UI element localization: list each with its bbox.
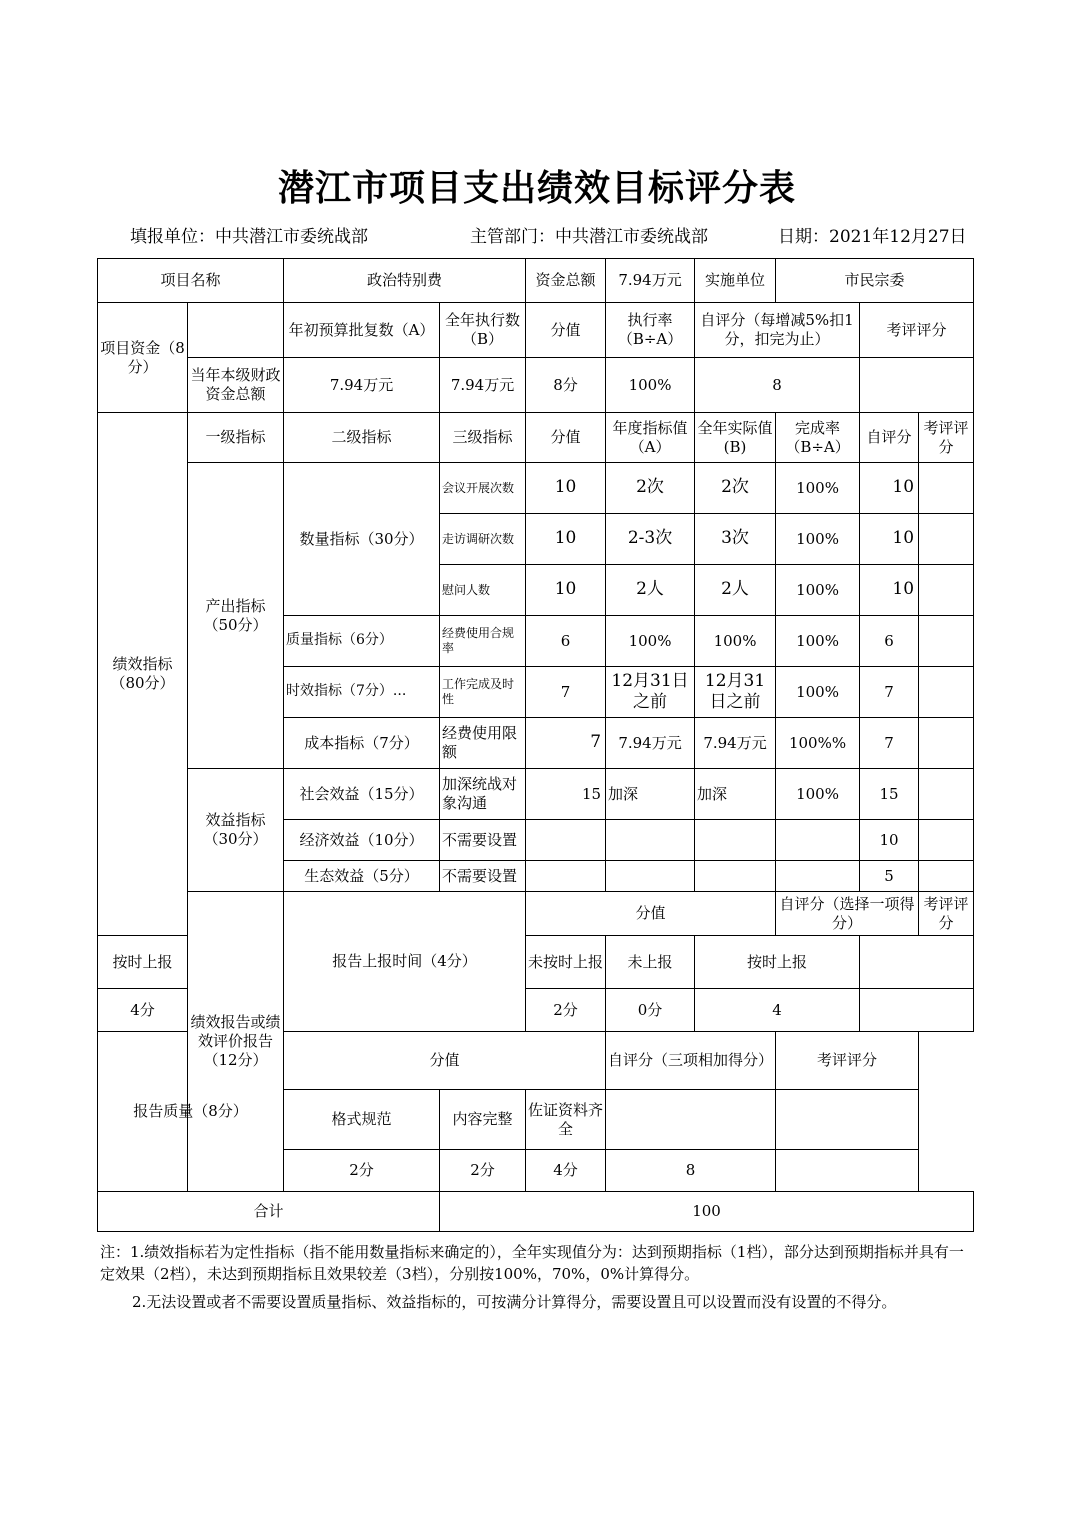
funds-blank-cell — [188, 303, 284, 358]
report-time-self-choice: 按时上报 — [695, 936, 860, 989]
indicator-target: 7.94万元 — [606, 718, 695, 769]
report-time-value: 2分 — [526, 989, 606, 1032]
indicator-review — [919, 667, 974, 718]
report-time-self-header: 自评分（选择一项得分） — [776, 892, 919, 936]
indicator-self: 10 — [860, 463, 919, 514]
indicator-review — [919, 718, 974, 769]
total-row — [98, 1192, 974, 1232]
indicator-name: 不需要设置 — [440, 820, 526, 861]
indicator-category: 经济效益（10分） — [284, 820, 440, 861]
indicator-score: 10 — [526, 463, 606, 514]
report-quality-self-blank — [606, 1090, 776, 1150]
perf-actual-header: 全年实际值(B) — [695, 413, 776, 463]
indicator-review — [919, 463, 974, 514]
funds-self-value: 8 — [695, 358, 860, 413]
indicator-name: 经费使用合规率 — [440, 616, 526, 667]
funds-score-value: 8分 — [526, 358, 606, 413]
funds-rate-header: 执行率（B÷A） — [606, 303, 695, 358]
funds-budget-value: 7.94万元 — [284, 358, 440, 413]
report-quality-value: 2分 — [440, 1150, 526, 1192]
indicator-review — [919, 861, 974, 892]
perf-l1-header: 一级指标 — [188, 413, 284, 463]
footnotes — [100, 1241, 972, 1319]
form-header — [100, 222, 972, 250]
indicator-target: 12月31日之前 — [606, 667, 695, 718]
indicator-target — [606, 861, 695, 892]
table-row — [98, 463, 974, 514]
fund-total-label: 资金总额 — [526, 259, 606, 303]
project-name-label: 项目名称 — [98, 259, 284, 303]
funds-rate-value: 100% — [606, 358, 695, 413]
indicator-review — [919, 565, 974, 616]
indicator-target: 2-3次 — [606, 514, 695, 565]
indicator-rate: 100% — [776, 667, 860, 718]
indicator-self: 6 — [860, 616, 919, 667]
report-time-review-cell — [860, 989, 974, 1032]
report-section-label: 绩效报告或绩效评价报告（12分） — [188, 892, 284, 1192]
indicator-category: 社会效益（15分） — [284, 769, 440, 820]
report-time-option: 未按时上报 — [526, 936, 606, 989]
quantity-indicator-label: 数量指标（30分） — [284, 463, 440, 616]
note-1: 注：1.绩效指标若为定性指标（指不能用数量指标来确定的），全年实现值分为：达到预期指标（1档），部分达到预期指标并具有一定效果（2档），未达到预期指标且效果较差（3档），分别按100%，70%，0%计算得分。 — [100, 1243, 964, 1283]
indicator-rate: 100% — [776, 463, 860, 514]
indicator-category: 时效指标（7分）... — [284, 667, 440, 718]
indicator-target — [606, 820, 695, 861]
report-time-review-value — [860, 936, 974, 989]
indicator-self: 5 — [860, 861, 919, 892]
indicator-self: 10 — [860, 565, 919, 616]
indicator-actual: 加深 — [695, 769, 776, 820]
funds-self-header: 自评分（每增减5%扣1分，扣完为止） — [695, 303, 860, 358]
report-quality-self-header: 自评分（三项相加得分） — [606, 1032, 776, 1090]
indicator-actual: 2次 — [695, 463, 776, 514]
indicator-actual — [695, 820, 776, 861]
total-label: 合计 — [98, 1192, 440, 1232]
indicator-score: 15 — [526, 769, 606, 820]
indicator-target: 2人 — [606, 565, 695, 616]
indicator-score — [526, 861, 606, 892]
indicator-rate — [776, 861, 860, 892]
report-quality-review-blank — [776, 1090, 919, 1150]
indicator-score: 7 — [526, 667, 606, 718]
indicator-score: 6 — [526, 616, 606, 667]
indicator-name: 加深统战对象沟通 — [440, 769, 526, 820]
funds-review-header: 考评评分 — [860, 303, 974, 358]
indicator-category: 生态效益（5分） — [284, 861, 440, 892]
perf-section-label: 绩效指标（80分） — [98, 413, 188, 936]
indicator-self: 10 — [860, 820, 919, 861]
indicator-score — [526, 820, 606, 861]
indicator-rate — [776, 820, 860, 861]
indicator-name: 不需要设置 — [440, 861, 526, 892]
report-time-option: 未上报 — [606, 936, 695, 989]
perf-l2-header: 二级指标 — [284, 413, 440, 463]
indicator-actual: 7.94万元 — [695, 718, 776, 769]
funds-row-label: 当年本级财政资金总额 — [188, 358, 284, 413]
table-row — [98, 769, 974, 820]
report-time-review-header: 考评评分 — [919, 892, 974, 936]
perf-score-header: 分值 — [526, 413, 606, 463]
indicator-score: 10 — [526, 565, 606, 616]
indicator-self: 7 — [860, 667, 919, 718]
score-table — [97, 258, 974, 1232]
indicator-actual: 3次 — [695, 514, 776, 565]
impl-unit-value: 市民宗委 — [776, 259, 974, 303]
indicator-review — [919, 616, 974, 667]
indicator-category: 质量指标（6分） — [284, 616, 440, 667]
report-quality-value: 2分 — [284, 1150, 440, 1192]
indicator-rate: 100% — [776, 769, 860, 820]
reporting-unit: 填报单位：中共潜江市委统战部 — [130, 227, 368, 247]
total-value: 100 — [440, 1192, 974, 1232]
report-quality-self-value: 8 — [606, 1150, 776, 1192]
report-date: 日期：2021年12月27日 — [778, 227, 967, 247]
indicator-name: 走访调研次数 — [440, 514, 526, 565]
note-2: 2.无法设置或者不需要设置质量指标、效益指标的，可按满分计算得分，需要设置且可以设置而没有设置的不得分。 — [132, 1293, 897, 1311]
indicator-rate: 100%% — [776, 718, 860, 769]
indicator-score: 7 — [526, 718, 606, 769]
impl-unit-label: 实施单位 — [695, 259, 776, 303]
indicator-name: 慰问人数 — [440, 565, 526, 616]
report-quality-option: 格式规范 — [284, 1090, 440, 1150]
indicator-name: 工作完成及时性 — [440, 667, 526, 718]
report-quality-option: 内容完整 — [440, 1090, 526, 1150]
report-time-value: 4分 — [98, 989, 188, 1032]
benefit-indicator-label: 效益指标（30分） — [188, 769, 284, 892]
perf-review-header: 考评评分 — [919, 413, 974, 463]
project-row — [98, 259, 974, 303]
perf-header-row — [98, 413, 974, 463]
perf-rate-header: 完成率（B÷A） — [776, 413, 860, 463]
fund-total-value: 7.94万元 — [606, 259, 695, 303]
funds-budget-header: 年初预算批复数（A） — [284, 303, 440, 358]
indicator-actual: 2人 — [695, 565, 776, 616]
report-quality-option: 佐证资料齐全 — [526, 1090, 606, 1150]
project-name-value: 政治特别费 — [284, 259, 526, 303]
supervising-dept: 主管部门：中共潜江市委统战部 — [470, 227, 708, 247]
perf-target-header: 年度指标值（A） — [606, 413, 695, 463]
funds-header-row — [98, 303, 974, 358]
funds-value-row — [98, 358, 974, 413]
indicator-actual — [695, 861, 776, 892]
indicator-self: 10 — [860, 514, 919, 565]
indicator-review — [919, 820, 974, 861]
indicator-self: 15 — [860, 769, 919, 820]
funds-review-value — [860, 358, 974, 413]
report-quality-score-header: 分值 — [284, 1032, 606, 1090]
indicator-self: 7 — [860, 718, 919, 769]
indicator-target: 加深 — [606, 769, 695, 820]
report-quality-label: 报告质量（8分） — [98, 1032, 284, 1192]
funds-score-header: 分值 — [526, 303, 606, 358]
indicator-name: 经费使用限额 — [440, 718, 526, 769]
indicator-target: 100% — [606, 616, 695, 667]
indicator-score: 10 — [526, 514, 606, 565]
indicator-category: 成本指标（7分） — [284, 718, 440, 769]
perf-l3-header: 三级指标 — [440, 413, 526, 463]
indicator-rate: 100% — [776, 565, 860, 616]
report-time-label: 报告上报时间（4分） — [284, 892, 526, 1032]
report-quality-review-header: 考评评分 — [776, 1032, 919, 1090]
report-time-self-value: 4 — [695, 989, 860, 1032]
funds-exec-value: 7.94万元 — [440, 358, 526, 413]
indicator-actual: 12月31日之前 — [695, 667, 776, 718]
indicator-actual: 100% — [695, 616, 776, 667]
output-indicator-label: 产出指标（50分） — [188, 463, 284, 769]
funds-exec-header: 全年执行数（B） — [440, 303, 526, 358]
indicator-review — [919, 514, 974, 565]
report-time-value: 0分 — [606, 989, 695, 1032]
indicator-target: 2次 — [606, 463, 695, 514]
funds-section-label: 项目资金（8分） — [98, 303, 188, 413]
report-time-header-row — [98, 892, 974, 936]
indicator-rate: 100% — [776, 514, 860, 565]
perf-self-header: 自评分 — [860, 413, 919, 463]
indicator-name: 会议开展次数 — [440, 463, 526, 514]
page-title: 潜江市项目支出绩效目标评分表 — [277, 167, 796, 209]
indicator-review — [919, 769, 974, 820]
report-time-score-header: 分值 — [526, 892, 776, 936]
report-time-option: 按时上报 — [98, 936, 188, 989]
indicator-rate: 100% — [776, 616, 860, 667]
report-quality-value: 4分 — [526, 1150, 606, 1192]
report-quality-review-cell — [776, 1150, 919, 1192]
